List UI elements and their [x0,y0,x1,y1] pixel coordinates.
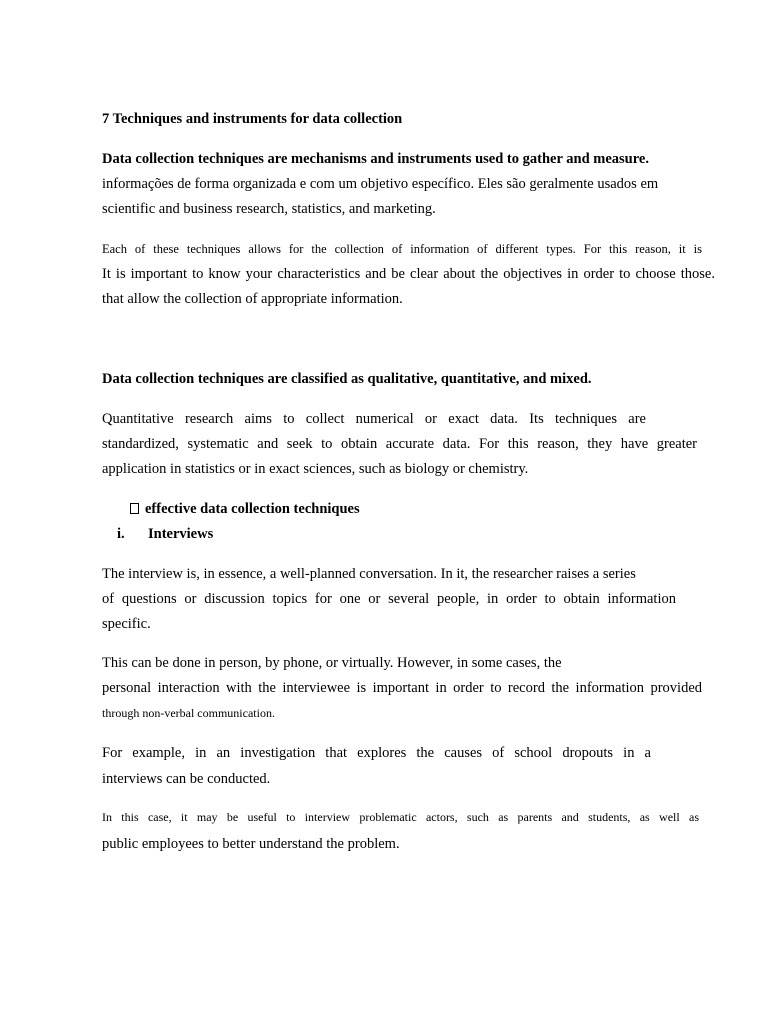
paragraph-4-line-2: of questions or discussion topics for one or several people, in order to obtain information [102,591,676,607]
paragraph-1-line-3: scientific and business research, statistics, and marketing. [102,201,436,217]
paragraph-4-line-1: The interview is, in essence, a well-planned conversation. In it, the researcher raises a series [102,566,636,582]
paragraph-4-line-3: specific. [102,616,151,632]
paragraph-6-line-2: interviews can be conducted. [102,771,271,787]
paragraph-6-line-1: For example, in an investigation that explores the causes of school dropouts in a [102,745,651,761]
list-item-number: i. [117,526,125,542]
classification-heading: Data collection techniques are classified as qualitative, quantitative, and mixed. [102,371,592,387]
paragraph-5-line-1: This can be done in person, by phone, or virtually. However, in some cases, the [102,655,562,671]
list-item-label: Interviews [148,526,214,542]
paragraph-5-line-2: personal interaction with the interviewee is important in order to record the information provided [102,680,702,696]
paragraph-3-line-3: application in statistics or in exact sciences, such as biology or chemistry. [102,461,529,477]
paragraph-3-line-1: Quantitative research aims to collect numerical or exact data. Its techniques are [102,411,646,427]
paragraph-7-line-1: In this case, it may be useful to interview problematic actors, such as parents and students, as well as [102,810,699,824]
paragraph-2-line-2: It is important to know your characteristics and be clear about the objectives in order to choose those. [102,266,715,282]
bullet-heading-text: effective data collection techniques [145,501,360,517]
paragraph-1-line-2: informações de forma organizada e com um objetivo específico. Eles são geralmente usados em [102,176,659,192]
paragraph-3-line-2: standardized, systematic and seek to obtain accurate data. For this reason, they have greater [102,436,697,452]
paragraph-7-line-2: public employees to better understand the problem. [102,836,400,852]
section-heading: 7 Techniques and instruments for data collection [102,111,403,127]
paragraph-2-line-1: Each of these techniques allows for the collection of information of different types. For this reason, it is [102,242,702,256]
paragraph-2-line-3: that allow the collection of appropriate information. [102,291,403,307]
paragraph-1-line-1: Data collection techniques are mechanisms and instruments used to gather and measure. [102,151,649,167]
checkbox-bullet-icon [130,503,139,514]
paragraph-5-line-3: through non-verbal communication. [102,706,275,720]
bullet-heading [130,500,360,518]
